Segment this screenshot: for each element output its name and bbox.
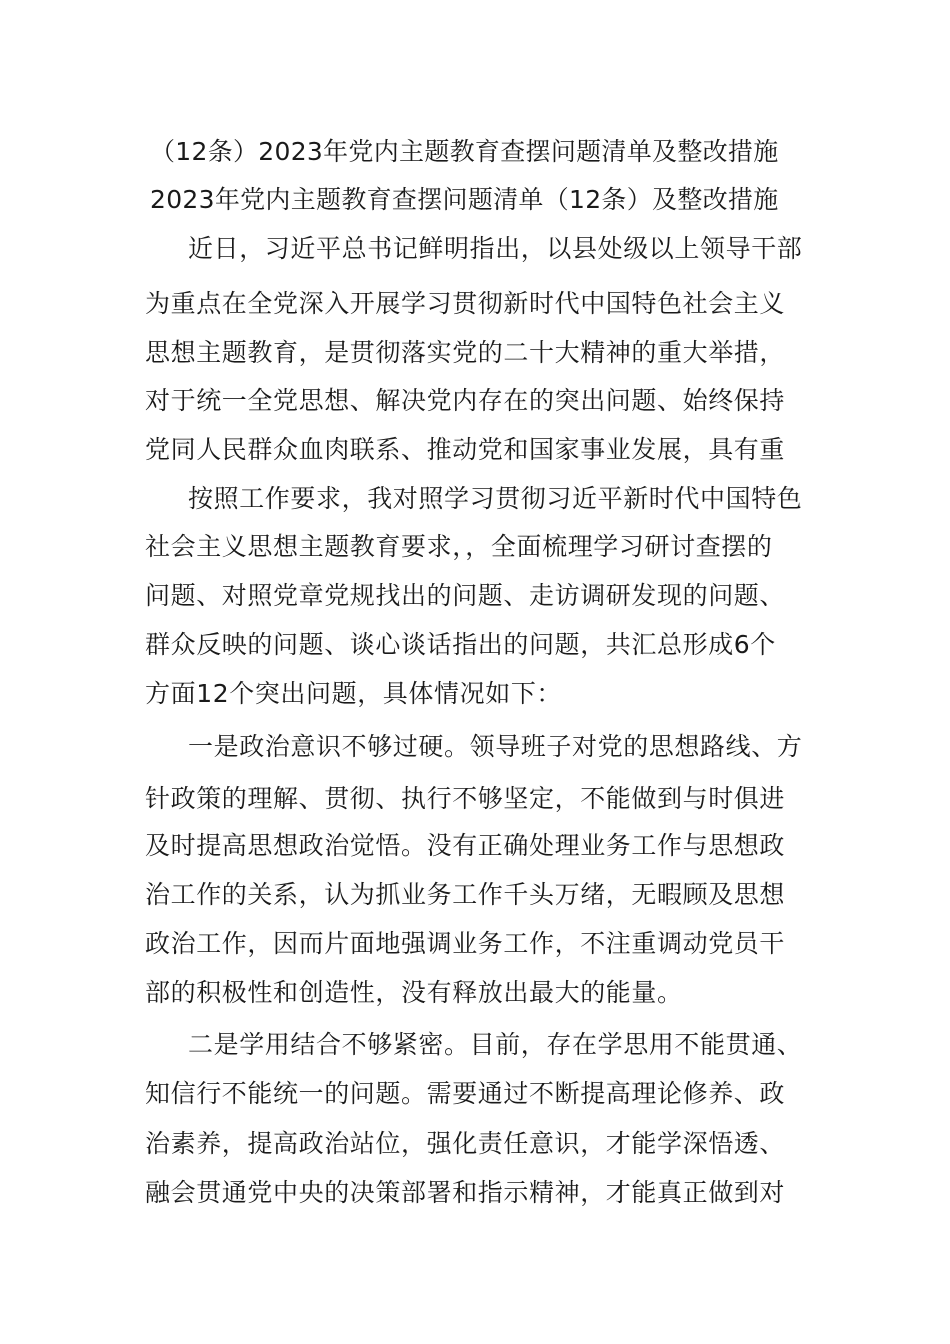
paragraph-line: 问题、对照党章党规找出的问题、走访调研发现的问题、 (145, 581, 786, 610)
paragraph-line: 思想主题教育，是贯彻落实党的二十大精神的重大举措， (145, 338, 786, 367)
paragraph-line: 对于统一全党思想、解决党内存在的突出问题、始终保持 (145, 386, 786, 415)
paragraph-line: 党同人民群众血肉联系、推动党和国家事业发展，具有重 (145, 435, 786, 464)
paragraph-line: 针政策的理解、贯彻、执行不够坚定，不能做到与时俱进 (145, 784, 786, 813)
paragraph-line: 政治工作，因而片面地强调业务工作，不注重调动党员干 (145, 929, 786, 958)
paragraph-line: 部的积极性和创造性，没有释放出最大的能量。 (145, 978, 683, 1007)
document-title-line-1: （12条）2023年党内主题教育查摆问题清单及整改措施 (150, 137, 779, 166)
paragraph-line: 为重点在全党深入开展学习贯彻新时代中国特色社会主义 (145, 289, 786, 318)
paragraph-line: 一是政治意识不够过硬。领导班子对党的思想路线、方 (188, 732, 803, 761)
paragraph-line: 及时提高思想政治觉悟。没有正确处理业务工作与思想政 (145, 831, 786, 860)
paragraph-line: 方面12个突出问题，具体情况如下： (145, 679, 563, 708)
paragraph-line: 融会贯通党中央的决策部署和指示精神，才能真正做到对 (145, 1178, 786, 1207)
paragraph-line: 近日，习近平总书记鲜明指出，以县处级以上领导干部 (188, 234, 803, 263)
document-title-line-2: 2023年党内主题教育查摆问题清单（12条）及整改措施 (150, 185, 779, 214)
paragraph-line: 治工作的关系，认为抓业务工作千头万绪，无暇顾及思想 (145, 880, 786, 909)
paragraph-line: 群众反映的问题、谈心谈话指出的问题，共汇总形成6个 (145, 630, 776, 659)
paragraph-line: 治素养，提高政治站位，强化责任意识，才能学深悟透、 (145, 1129, 786, 1158)
paragraph-line: 社会主义思想主题教育要求，，全面梳理学习研讨查摆的 (145, 532, 773, 561)
paragraph-line: 二是学用结合不够紧密。目前，存在学思用不能贯通、 (188, 1030, 803, 1059)
paragraph-line: 知信行不能统一的问题。需要通过不断提高理论修养、政 (145, 1079, 786, 1108)
paragraph-line: 按照工作要求，我对照学习贯彻习近平新时代中国特色 (188, 484, 803, 513)
